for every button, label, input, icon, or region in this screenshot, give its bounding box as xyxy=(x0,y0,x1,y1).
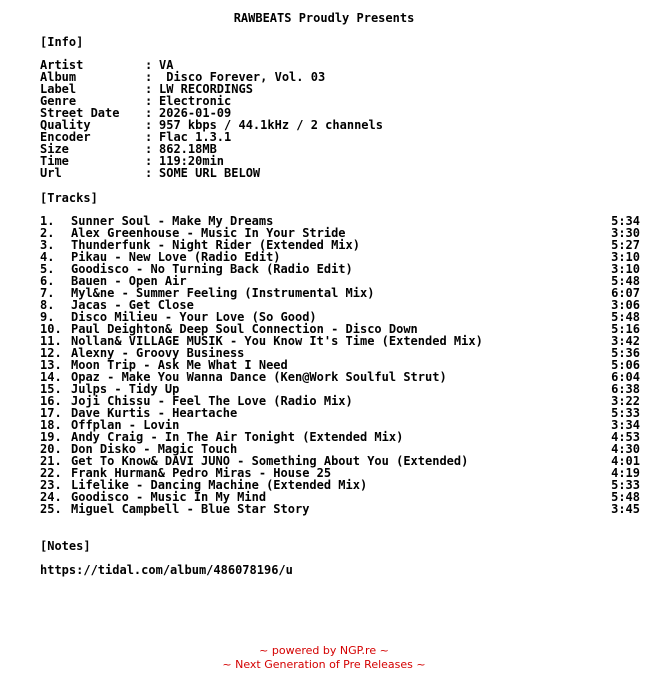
track-list xyxy=(40,215,640,515)
track-number: 1. xyxy=(40,214,55,228)
track-number: 23. xyxy=(40,478,62,492)
track-number: 14. xyxy=(40,370,62,384)
info-row xyxy=(40,95,600,107)
track-number: 19. xyxy=(40,430,62,444)
track-title: Myl&ne - Summer Feeling (Instrumental Mix) xyxy=(71,286,375,300)
track-duration: 3:30 xyxy=(611,226,640,240)
track-duration: 5:48 xyxy=(611,310,640,324)
track-duration: 5:34 xyxy=(611,214,640,228)
footer-powered-by: ~ powered by NGP.re ~ xyxy=(259,644,389,657)
info-value: VA xyxy=(159,58,174,72)
info-label: Time xyxy=(40,154,69,168)
track-number: 12. xyxy=(40,346,62,360)
track-duration: 3:22 xyxy=(611,394,640,408)
info-label: Quality xyxy=(40,118,91,132)
info-heading: [Info] xyxy=(40,35,84,49)
info-value: Disco Forever, Vol. 03 xyxy=(159,70,326,84)
track-number: 21. xyxy=(40,454,62,468)
info-separator: : xyxy=(145,106,153,120)
tracks-heading: [Tracks] xyxy=(40,191,98,205)
track-duration: 3:10 xyxy=(611,262,640,276)
track-number: 16. xyxy=(40,394,62,408)
info-value: Flac 1.3.1 xyxy=(159,130,232,144)
info-value: 119:20min xyxy=(159,154,225,168)
info-value: 2026-01-09 xyxy=(159,106,232,120)
info-row xyxy=(40,83,600,95)
notes-url-link[interactable]: https://tidal.com/album/486078196/u xyxy=(40,563,293,577)
track-duration: 3:06 xyxy=(611,298,640,312)
track-number: 24. xyxy=(40,490,62,504)
info-separator: : xyxy=(145,82,153,96)
footer-tagline: ~ Next Generation of Pre Releases ~ xyxy=(222,658,426,671)
track-duration: 5:16 xyxy=(611,322,640,336)
info-label: Size xyxy=(40,142,69,156)
info-row xyxy=(40,167,600,179)
info-value: LW RECORDINGS xyxy=(159,82,253,96)
track-duration: 6:38 xyxy=(611,382,640,396)
track-title: Goodisco - Music In My Mind xyxy=(71,490,267,504)
track-title: Pikau - New Love (Radio Edit) xyxy=(71,250,281,264)
track-duration: 5:27 xyxy=(611,238,640,252)
info-separator: : xyxy=(145,58,153,72)
track-number: 18. xyxy=(40,418,62,432)
track-number: 8. xyxy=(40,298,55,312)
track-number: 4. xyxy=(40,250,55,264)
info-row xyxy=(40,131,600,143)
track-title: Jacas - Get Close xyxy=(71,298,194,312)
track-title: Get To Know& DAVI JUNO - Something About You (Extended) xyxy=(71,454,469,468)
info-label: Encoder xyxy=(40,130,91,144)
info-separator: : xyxy=(145,142,153,156)
track-duration: 5:48 xyxy=(611,490,640,504)
info-value: SOME URL BELOW xyxy=(159,166,261,180)
track-number: 7. xyxy=(40,286,55,300)
track-number: 17. xyxy=(40,406,62,420)
track-title: Moon Trip - Ask Me What I Need xyxy=(71,358,288,372)
track-title: Sunner Soul - Make My Dreams xyxy=(71,214,274,228)
track-number: 11. xyxy=(40,334,62,348)
info-label: Artist xyxy=(40,58,84,72)
track-duration: 5:06 xyxy=(611,358,640,372)
info-separator: : xyxy=(145,154,153,168)
track-duration: 4:19 xyxy=(611,466,640,480)
track-duration: 6:04 xyxy=(611,370,640,384)
info-value: Electronic xyxy=(159,94,232,108)
track-title: Thunderfunk - Night Rider (Extended Mix) xyxy=(71,238,360,252)
info-label: Album xyxy=(40,70,77,84)
track-title: Opaz - Make You Wanna Dance (Ken@Work Soulful Strut) xyxy=(71,370,447,384)
info-separator: : xyxy=(145,166,153,180)
track-row xyxy=(40,503,640,515)
info-row xyxy=(40,71,600,83)
page-title: RAWBEATS Proudly Presents xyxy=(233,11,415,25)
info-separator: : xyxy=(145,118,153,132)
track-number: 10. xyxy=(40,322,62,336)
info-row xyxy=(40,119,600,131)
track-number: 25. xyxy=(40,502,62,516)
info-label: Genre xyxy=(40,94,77,108)
track-number: 15. xyxy=(40,382,62,396)
track-duration: 3:10 xyxy=(611,250,640,264)
track-number: 20. xyxy=(40,442,62,456)
track-duration: 5:33 xyxy=(611,478,640,492)
track-number: 13. xyxy=(40,358,62,372)
track-title: Lifelike - Dancing Machine (Extended Mix) xyxy=(71,478,368,492)
track-duration: 5:33 xyxy=(611,406,640,420)
track-duration: 4:30 xyxy=(611,442,640,456)
info-label: Url xyxy=(40,166,62,180)
track-duration: 4:53 xyxy=(611,430,640,444)
track-title: Bauen - Open Air xyxy=(71,274,187,288)
track-number: 6. xyxy=(40,274,55,288)
track-number: 9. xyxy=(40,310,55,324)
track-title: Offplan - Lovin xyxy=(71,418,180,432)
track-number: 5. xyxy=(40,262,55,276)
info-table xyxy=(40,59,600,179)
info-row xyxy=(40,155,600,167)
track-title: Paul Deighton& Deep Soul Connection - Disco Down xyxy=(71,322,418,336)
track-duration: 5:48 xyxy=(611,274,640,288)
track-duration: 3:42 xyxy=(611,334,640,348)
info-label: Street Date xyxy=(40,106,120,120)
info-separator: : xyxy=(145,70,153,84)
track-title: Frank Hurman& Pedro Miras - House 25 xyxy=(71,466,332,480)
track-number: 3. xyxy=(40,238,55,252)
track-duration: 3:45 xyxy=(611,502,640,516)
track-duration: 4:01 xyxy=(611,454,640,468)
track-duration: 5:36 xyxy=(611,346,640,360)
track-title: Joji Chissu - Feel The Love (Radio Mix) xyxy=(71,394,353,408)
info-separator: : xyxy=(145,130,153,144)
info-value: 957 kbps / 44.1kHz / 2 channels xyxy=(159,118,383,132)
track-number: 22. xyxy=(40,466,62,480)
info-row xyxy=(40,143,600,155)
track-title: Julps - Tidy Up xyxy=(71,382,180,396)
track-duration: 6:07 xyxy=(611,286,640,300)
track-title: Disco Milieu - Your Love (So Good) xyxy=(71,310,317,324)
track-title: Goodisco - No Turning Back (Radio Edit) xyxy=(71,262,353,276)
track-duration: 3:34 xyxy=(611,418,640,432)
track-title: Alex Greenhouse - Music In Your Stride xyxy=(71,226,346,240)
track-title: Miguel Campbell - Blue Star Story xyxy=(71,502,310,516)
track-title: Nollan& VILLAGE MUSIK - You Know It's Time (Extended Mix) xyxy=(71,334,483,348)
notes-heading: [Notes] xyxy=(40,539,91,553)
track-title: Andy Craig - In The Air Tonight (Extended Mix) xyxy=(71,430,404,444)
track-title: Don Disko - Magic Touch xyxy=(71,442,238,456)
track-title: Dave Kurtis - Heartache xyxy=(71,406,238,420)
track-number: 2. xyxy=(40,226,55,240)
info-separator: : xyxy=(145,94,153,108)
info-label: Label xyxy=(40,82,77,96)
track-title: Alexny - Groovy Business xyxy=(71,346,245,360)
info-value: 862.18MB xyxy=(159,142,217,156)
